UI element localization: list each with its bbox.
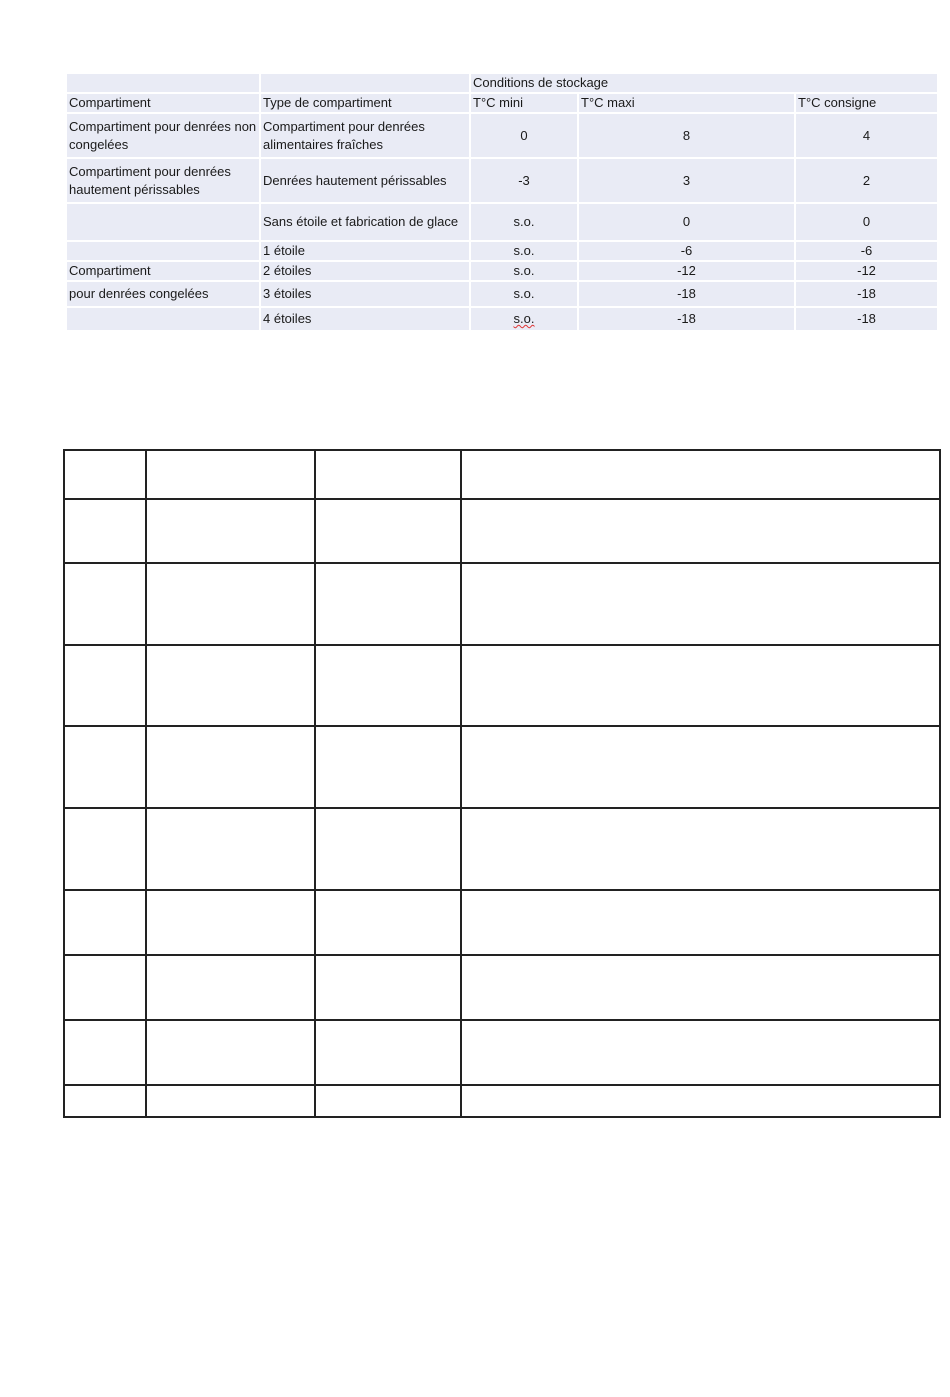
- table-row: [67, 74, 939, 94]
- header-blank-cell: [261, 74, 471, 94]
- grid-cell: [461, 499, 940, 563]
- column-header: T°C consigne: [796, 94, 939, 114]
- min-temp-cell: s.o.: [471, 262, 579, 282]
- grid-cell: [461, 1020, 940, 1085]
- column-header: Type de compartiment: [261, 94, 471, 114]
- grid-cell: [315, 1020, 461, 1085]
- grid-cell: [461, 808, 940, 890]
- header-blank-cell: [67, 74, 261, 94]
- grid-cell: [146, 645, 315, 726]
- grid-cell: [315, 808, 461, 890]
- grid-cell: [146, 1085, 315, 1117]
- grid-cell: [315, 499, 461, 563]
- max-temp-cell: 3: [579, 159, 796, 204]
- grid-cell: [64, 726, 146, 808]
- column-header: T°C maxi: [579, 94, 796, 114]
- setpoint-temp-cell: -12: [796, 262, 939, 282]
- grid-cell: [146, 450, 315, 499]
- type-cell: 1 étoile: [261, 242, 471, 262]
- grid-cell: [146, 563, 315, 645]
- grid-cell: [146, 499, 315, 563]
- empty-grid-table: [63, 449, 941, 1118]
- compartment-cell: pour denrées congelées: [67, 282, 261, 308]
- grid-row: [64, 1020, 940, 1085]
- grid-row: [64, 563, 940, 645]
- grid-cell: [64, 955, 146, 1020]
- grid-cell: [315, 890, 461, 955]
- grid-cell: [146, 808, 315, 890]
- grid-cell: [146, 726, 315, 808]
- grid-cell: [461, 726, 940, 808]
- setpoint-temp-cell: -18: [796, 308, 939, 332]
- setpoint-temp-cell: 4: [796, 114, 939, 159]
- min-temp-cell: [471, 308, 579, 332]
- grid-cell: [315, 1085, 461, 1117]
- grid-row: [64, 890, 940, 955]
- setpoint-temp-cell: 2: [796, 159, 939, 204]
- type-cell: Denrées hautement périssables: [261, 159, 471, 204]
- grid-row: [64, 808, 940, 890]
- grid-cell: [315, 955, 461, 1020]
- grid-cell: [315, 726, 461, 808]
- compartment-cell: Compartiment pour denrées non congelées: [67, 114, 261, 159]
- grid-row: [64, 450, 940, 499]
- grid-cell: [64, 499, 146, 563]
- type-cell: Sans étoile et fabrication de glace: [261, 204, 471, 242]
- grid-row: [64, 955, 940, 1020]
- grid-cell: [461, 1085, 940, 1117]
- compartment-cell: [67, 308, 261, 332]
- grid-cell: [315, 563, 461, 645]
- type-cell: Compartiment pour denrées alimentaires fraîches: [261, 114, 471, 159]
- max-temp-cell: -18: [579, 308, 796, 332]
- grid-cell: [64, 1020, 146, 1085]
- max-temp-cell: 8: [579, 114, 796, 159]
- grid-cell: [64, 890, 146, 955]
- max-temp-cell: -18: [579, 282, 796, 308]
- storage-conditions-table: [67, 74, 939, 332]
- table-row: [67, 114, 939, 159]
- grid-cell: [461, 890, 940, 955]
- grid-row: [64, 1085, 940, 1117]
- table-row: [67, 159, 939, 204]
- table-row: [67, 308, 939, 332]
- compartment-cell: Compartiment: [67, 262, 261, 282]
- compartment-cell: Compartiment pour denrées hautement périssables: [67, 159, 261, 204]
- type-cell: 3 étoiles: [261, 282, 471, 308]
- group-header-storage-conditions: Conditions de stockage: [471, 74, 939, 94]
- setpoint-temp-cell: -18: [796, 282, 939, 308]
- compartment-cell: [67, 204, 261, 242]
- grid-cell: [146, 1020, 315, 1085]
- max-temp-cell: -12: [579, 262, 796, 282]
- grid-cell: [64, 450, 146, 499]
- setpoint-temp-cell: -6: [796, 242, 939, 262]
- table-row: [67, 242, 939, 262]
- grid-cell: [146, 955, 315, 1020]
- min-temp-cell: -3: [471, 159, 579, 204]
- grid-cell: [315, 450, 461, 499]
- table-header-row: [67, 94, 939, 114]
- column-header: T°C mini: [471, 94, 579, 114]
- compartment-cell: [67, 242, 261, 262]
- grid-cell: [461, 955, 940, 1020]
- type-cell: 2 étoiles: [261, 262, 471, 282]
- grid-cell: [64, 808, 146, 890]
- grid-cell: [461, 563, 940, 645]
- grid-row: [64, 726, 940, 808]
- min-temp-cell: s.o.: [471, 242, 579, 262]
- column-header: Compartiment: [67, 94, 261, 114]
- setpoint-temp-cell: 0: [796, 204, 939, 242]
- max-temp-cell: -6: [579, 242, 796, 262]
- grid-cell: [64, 645, 146, 726]
- grid-row: [64, 645, 940, 726]
- table-row: [67, 204, 939, 242]
- max-temp-cell: 0: [579, 204, 796, 242]
- grid-cell: [64, 1085, 146, 1117]
- min-temp-cell: s.o.: [471, 282, 579, 308]
- type-cell: 4 étoiles: [261, 308, 471, 332]
- grid-cell: [461, 645, 940, 726]
- table-row: [67, 262, 939, 282]
- grid-cell: [315, 645, 461, 726]
- grid-cell: [461, 450, 940, 499]
- min-temp-cell: 0: [471, 114, 579, 159]
- grid-cell: [64, 563, 146, 645]
- min-temp-cell: s.o.: [471, 204, 579, 242]
- table-row: [67, 282, 939, 308]
- spellcheck-underlined-text: s.o.: [513, 311, 535, 326]
- grid-cell: [146, 890, 315, 955]
- grid-row: [64, 499, 940, 563]
